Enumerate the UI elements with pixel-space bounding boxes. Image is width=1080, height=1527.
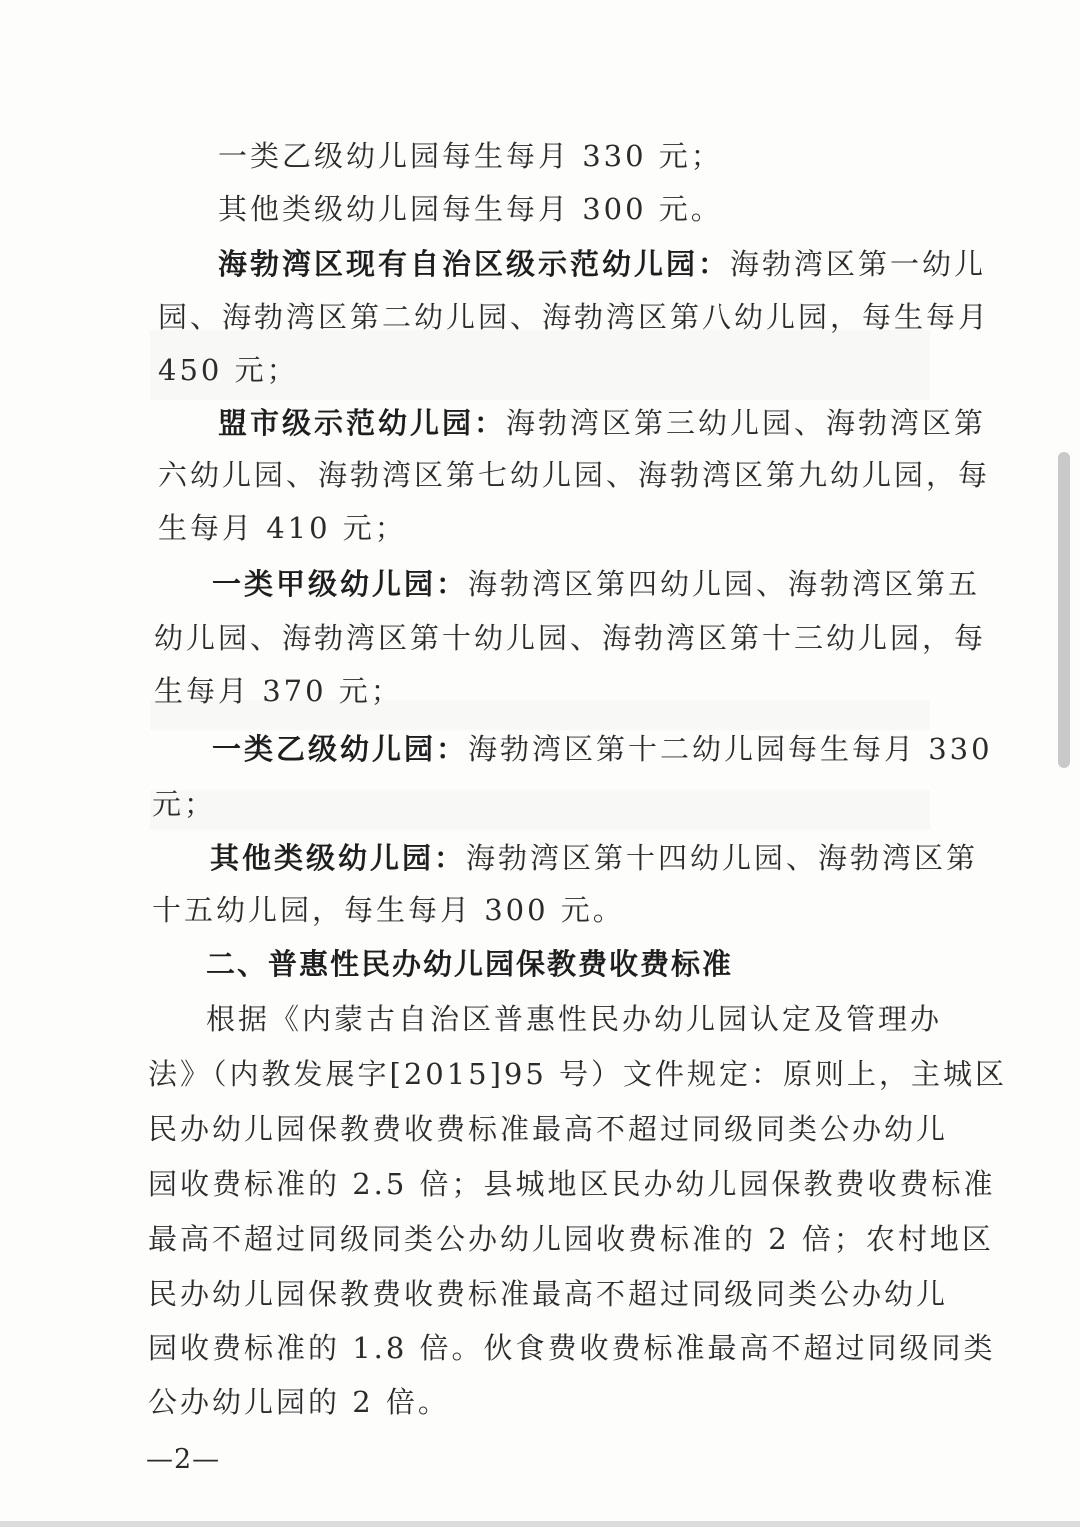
text-line: 法》（内教发展字[2015]95 号）文件规定：原则上，主城区: [148, 1057, 1008, 1091]
text-line: 六幼儿园、海勃湾区第七幼儿园、海勃湾区第九幼儿园，每: [158, 458, 991, 492]
text-line: 民办幼儿园保教费收费标准最高不超过同级同类公办幼儿: [148, 1277, 949, 1311]
text-line: 其他类级幼儿园每生每月 300 元。: [218, 192, 723, 226]
page-number: —2—: [146, 1444, 221, 1475]
category-label: 一类甲级幼儿园：: [212, 567, 469, 601]
text-line: 一类乙级幼儿园每生每月 330 元；: [218, 139, 723, 173]
text-line: 幼儿园、海勃湾区第十幼儿园、海勃湾区第十三幼儿园，每: [154, 621, 987, 655]
text-line: 十五幼儿园，每生每月 300 元。: [152, 893, 625, 927]
text-line: 一类甲级幼儿园：海勃湾区第四幼儿园、海勃湾区第五: [212, 567, 981, 601]
text-line: 园收费标准的 2.5 倍；县城地区民办幼儿园保教费收费标准: [148, 1167, 996, 1201]
text-line: 生每月 370 元；: [154, 674, 403, 708]
vertical-scrollbar[interactable]: [1058, 452, 1070, 768]
page-bottom-edge: [0, 1521, 1080, 1527]
text-line: 其他类级幼儿园：海勃湾区第十四幼儿园、海勃湾区第: [210, 841, 979, 875]
text-line: 一类乙级幼儿园：海勃湾区第十二幼儿园每生每月 330: [212, 732, 993, 766]
text-line: 元；: [152, 787, 217, 821]
text-line: 最高不超过同级同类公办幼儿园收费标准的 2 倍；农村地区: [148, 1222, 994, 1256]
text-line: 海勃湾区现有自治区级示范幼儿园：海勃湾区第一幼儿: [218, 247, 987, 281]
text-line: 园、海勃湾区第二幼儿园、海勃湾区第八幼儿园，每生每月: [158, 300, 991, 334]
text-line: 民办幼儿园保教费收费标准最高不超过同级同类公办幼儿: [148, 1112, 949, 1146]
text-line: 根据《内蒙古自治区普惠性民办幼儿园认定及管理办: [206, 1002, 943, 1036]
paper-bleed-through: [150, 787, 930, 830]
category-label: 盟市级示范幼儿园：: [218, 406, 507, 440]
text-line: 盟市级示范幼儿园：海勃湾区第三幼儿园、海勃湾区第: [218, 406, 987, 440]
text-line: 450 元；: [158, 353, 299, 387]
text-line: 园收费标准的 1.8 倍。伙食费收费标准最高不超过同级同类: [148, 1331, 996, 1365]
text-line: 生每月 410 元；: [158, 511, 407, 545]
category-label: 一类乙级幼儿园：: [212, 732, 469, 766]
text-line: 公办幼儿园的 2 倍。: [148, 1385, 450, 1419]
category-label: 海勃湾区现有自治区级示范幼儿园：: [218, 247, 731, 281]
section-heading: 二、普惠性民办幼儿园保教费收费标准: [206, 947, 734, 981]
category-label: 其他类级幼儿园：: [210, 841, 467, 875]
